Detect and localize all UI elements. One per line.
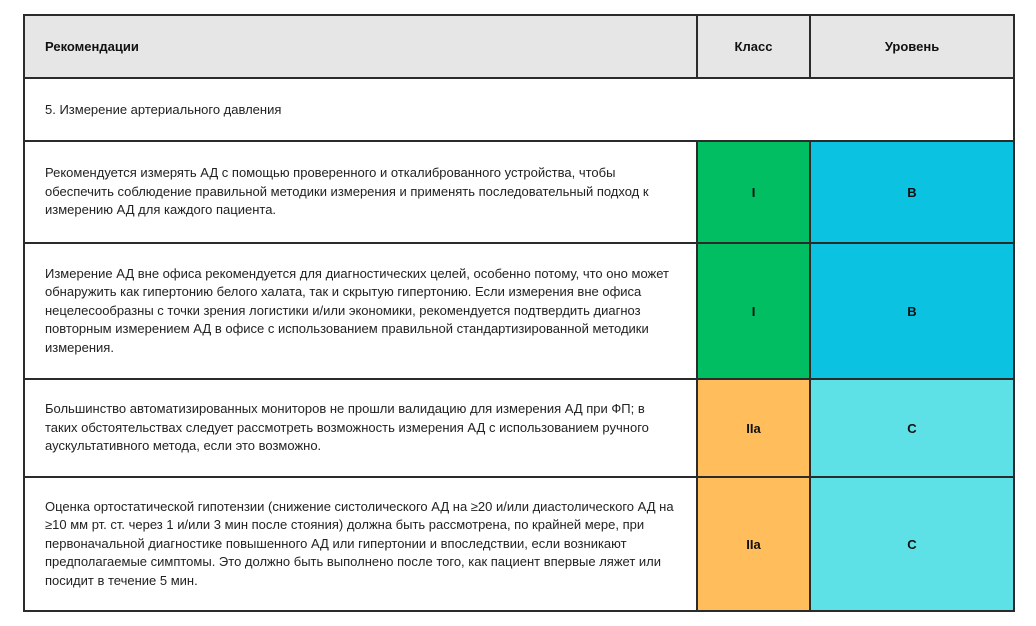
class-badge: I — [697, 243, 810, 379]
table-header-row — [24, 15, 1014, 78]
table-row — [24, 379, 1014, 477]
level-badge: C — [810, 379, 1014, 477]
table-row — [24, 477, 1014, 611]
table-row — [24, 243, 1014, 379]
level-badge: C — [810, 477, 1014, 611]
recommendation-text: Большинство автоматизированных мониторов не прошли валидацию для измерения АД при ФП; в таких обстоятельствах следует рассмотреть возможность измерения АД с использованием ручного аускультативного метода, если это возможно. — [24, 379, 697, 477]
class-badge: I — [697, 141, 810, 243]
table-row — [24, 141, 1014, 243]
recommendation-text: Рекомендуется измерять АД с помощью проверенного и откалиброванного устройства, чтобы обеспечить соблюдение правильной методики измерения и применять последовательный подход к измерению АД для каждого пациента. — [24, 141, 697, 243]
header-recommendations: Рекомендации — [24, 15, 697, 78]
recommendations-table — [23, 14, 1015, 612]
header-class: Класс — [697, 15, 810, 78]
level-badge: B — [810, 141, 1014, 243]
recommendation-text: Измерение АД вне офиса рекомендуется для диагностических целей, особенно потому, что оно может обнаружить как гипертонию белого халата, так и скрытую гипертонию. Если измерения вне офиса нецелесообразны с точки зрения логистики и/или экономики, рекомендуется подтвердить диагноз повторным измерением АД в офисе с использованием правильной стандартизированной методики измерения. — [24, 243, 697, 379]
recommendation-text: Оценка ортостатической гипотензии (снижение систолического АД на ≥20 и/или диастолического АД на ≥10 мм рт. ст. через 1 и/или 3 мин после стояния) должна быть рассмотрена, по крайней мере, при первоначальной диагностике повышенного АД или гипертонии и впоследствии, если возникают предполагаемые симптомы. Это должно быть выполнено после того, как пациент впервые ляжет или посидит в течение 5 мин. — [24, 477, 697, 611]
level-badge: B — [810, 243, 1014, 379]
header-level: Уровень — [810, 15, 1014, 78]
class-badge: IIa — [697, 379, 810, 477]
class-badge: IIa — [697, 477, 810, 611]
section-row — [24, 78, 1014, 141]
section-title: 5. Измерение артериального давления — [24, 78, 1014, 141]
